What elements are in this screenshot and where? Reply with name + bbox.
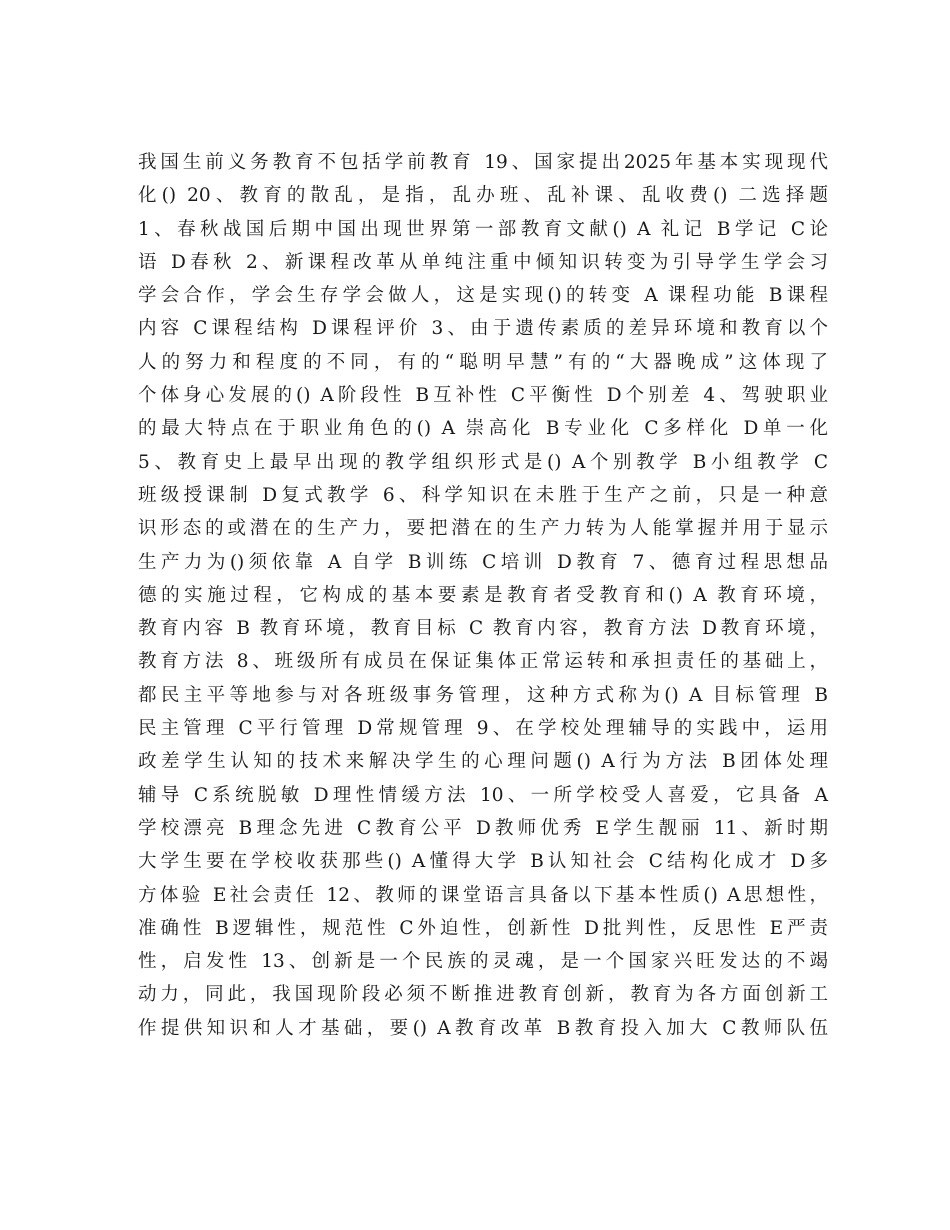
text-line: 生产力为()须依靠 A 自学 B训练 C培训 D教育 7、德育过程思想品: [138, 551, 828, 573]
text-line: 大学生要在学校收获那些() A懂得大学 B认知社会 C结构化成才 D多: [138, 851, 828, 873]
text-line: 德的实施过程，它构成的基本要素是教育者受教育和() A 教育环境，: [138, 584, 828, 606]
text-line: 识形态的或潜在的生产力，要把潜在的生产力转为人能掌握并用于显示: [138, 518, 828, 540]
body-text: [138, 146, 828, 1045]
text-line: 5、教育史上最早出现的教学组织形式是() A个别教学 B小组教学 C: [138, 451, 828, 473]
text-line: 作提供知识和人才基础，要() A教育改革 B教育投入加大 C教师队伍: [138, 1017, 828, 1039]
text-line: 1、春秋战国后期中国出现世界第一部教育文献() A 礼记 B学记 C论: [138, 218, 828, 240]
text-line: 我国生前义务教育不包括学前教育 19、国家提出2025年基本实现现代: [138, 152, 828, 173]
text-line: 班级授课制 D复式教学 6、科学知识在未胜于生产之前，只是一种意: [138, 484, 828, 506]
text-line: 的最大特点在于职业角色的() A 崇高化 B专业化 C多样化 D单一化: [138, 418, 828, 440]
text-line: 准确性 B逻辑性，规范性 C外迫性，创新性 D批判性，反思性 E严责: [138, 917, 828, 939]
text-line: 内容 C课程结构 D课程评价 3、由于遗传素质的差异环境和教育以个: [138, 318, 828, 340]
text-line: 化() 20、教育的散乱，是指，乱办班、乱补课、乱收费() 二选择题: [138, 185, 828, 207]
text-line: 教育方法 8、班级所有成员在保证集体正常运转和承担责任的基础上，: [138, 651, 828, 673]
text-line: 人的努力和程度的不同，有的“聪明早慧”有的“大器晚成”这体现了: [138, 351, 828, 373]
text-line: 民主管理 C平行管理 D常规管理 9、在学校处理辅导的实践中，运用: [138, 718, 828, 740]
text-line: 方体验 E社会责任 12、教师的课堂语言具备以下基本性质() A思想性，: [138, 884, 828, 906]
text-line: 学会合作，学会生存学会做人，这是实现()的转变 A 课程功能 B课程: [138, 285, 828, 307]
text-line: 语 D春秋 2、新课程改革从单纯注重中倾知识转变为引导学生学会习: [138, 251, 828, 273]
text-line: 都民主平等地参与对各班级事务管理，这种方式称为() A 目标管理 B: [138, 684, 828, 706]
text-line: 个体身心发展的() A阶段性 B互补性 C平衡性 D个别差 4、驾驶职业: [138, 385, 828, 407]
text-line: 政差学生认知的技术来解决学生的心理问题() A行为方法 B团体处理: [138, 751, 828, 773]
text-line: 教育内容 B 教育环境，教育目标 C 教育内容，教育方法 D教育环境，: [138, 618, 828, 640]
text-line: 动力，同此，我国现阶段必须不断推进教育创新，教育为各方面创新工: [138, 984, 828, 1006]
text-line: 学校漂亮 B理念先进 C教育公平 D教师优秀 E学生靓丽 11、新时期: [138, 817, 828, 839]
text-line: 辅导 C系统脱敏 D理性情缓方法 10、一所学校受人喜爱，它具备 A: [138, 784, 828, 806]
text-line: 性，启发性 13、创新是一个民族的灵魂，是一个国家兴旺发达的不竭: [138, 951, 828, 973]
